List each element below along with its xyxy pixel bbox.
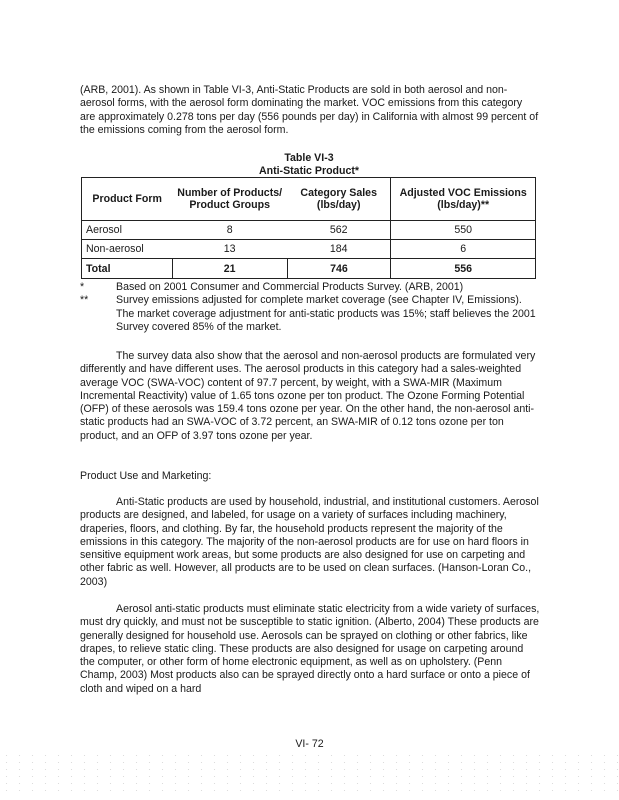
footnote [80, 294, 540, 334]
row-nonaerosol-sales: 184 [329, 243, 348, 255]
header-adjusted-voc: Adjusted VOC Emissions (lbs/day)** [391, 178, 536, 221]
scan-noise [0, 752, 619, 792]
use-paragraph: Anti-Static products are used by household, industrial, and institutional customers. Aerosol products are designed, and labeled, for usage on a variety of surfaces including machinery, draperies, floors, and clothing. By far, the household products represent the majority of the emissions in this category. The majority of the non-aerosol products are for use on hard floors in sensitive equipment work areas, but some products are also designed for use on carpeting and other fabric as well. However, all products are to be used on clean surfaces. (Hanson-Loran Co., 2003) [80, 496, 539, 588]
header-product-form: Product Form [82, 178, 173, 221]
total-label: Total [82, 259, 173, 279]
table-row [82, 221, 536, 240]
footnote [80, 281, 540, 294]
total-count: 21 [172, 259, 287, 279]
footnote-mark: * [80, 281, 85, 293]
header-category-sales: Category Sales (lbs/day) [300, 187, 377, 211]
table-footnotes [80, 281, 540, 334]
row-aerosol-count: 8 [226, 224, 233, 236]
footnote-text: Based on 2001 Consumer and Commercial Products Survey. (ARB, 2001) [116, 281, 464, 293]
row-nonaerosol-count: 13 [223, 243, 236, 255]
section-heading: Product Use and Marketing: [80, 470, 212, 482]
total-sales: 746 [287, 259, 391, 279]
page-number: VI- 72 [295, 738, 324, 750]
footnote-text: Survey emissions adjusted for complete market coverage (see Chapter IV, Emissions). The market coverage adjustment for anti-static products was 15%; staff believes the 2001 Survey covered 85% of the market. [116, 294, 536, 333]
table-row [82, 240, 536, 259]
table-number: Table VI-3 [284, 152, 334, 164]
intro-paragraph: (ARB, 2001). As shown in Table VI-3, Anti-Static Products are sold in both aerosol and non-aerosol forms, with the aerosol form dominating the market. VOC emissions from this category are approximately 0.278 tons per day (556 pounds per day) in California with almost 99 percent of the emissions coming from the aerosol form. [80, 84, 539, 136]
total-voc: 556 [391, 259, 536, 279]
header-number-products: Number of Products/ Product Groups [177, 187, 283, 211]
row-aerosol-voc: 550 [391, 221, 536, 240]
aerosol-paragraph: Aerosol anti-static products must eliminate static electricity from a wide variety of surfaces, must dry quickly, and must not be susceptible to static ignition. (Alberto, 2004) These products are generally designed for household use. Aerosols can be sprayed on clothing or other fabrics, like drapes, to relieve static cling. These products are also designed for usage on carpeting around the computer, or other form of home electronic equipment, as well as on upholstery. (Penn Champ, 2003) Most products also can be sprayed directly onto a hard surface or onto a piece of cloth and wiped on a hard [80, 603, 540, 695]
table-header-row [82, 178, 536, 221]
survey-paragraph: The survey data also show that the aerosol and non-aerosol products are formulated very differently and have different uses. The aerosol products in this category had a sales-weighted average VOC (SWA-VOC) content of 97.7 percent, by weight, with a SWA-MIR (Maximum Incremental Reactivity) value of 1.65 tons ozone per ton product. The Ozone Forming Potential (OFP) of these aerosols was 159.4 tons ozone per year. On the other hand, the non-aerosol anti-static products had an SWA-VOC of 3.72 percent, an SWA-MIR of 0.12 tons ozone per ton product, and an OFP of 3.97 tons ozone per year. [80, 350, 536, 442]
row-nonaerosol-voc: 6 [391, 240, 536, 259]
table-caption [80, 152, 538, 177]
table-total-row [82, 259, 536, 279]
emissions-table [81, 177, 536, 279]
footnote-mark: ** [80, 294, 89, 307]
row-aerosol-form: Aerosol [82, 221, 173, 240]
table-title: Anti-Static Product* [258, 164, 360, 177]
row-aerosol-sales: 562 [329, 224, 348, 236]
row-nonaerosol-form: Non-aerosol [82, 240, 173, 259]
